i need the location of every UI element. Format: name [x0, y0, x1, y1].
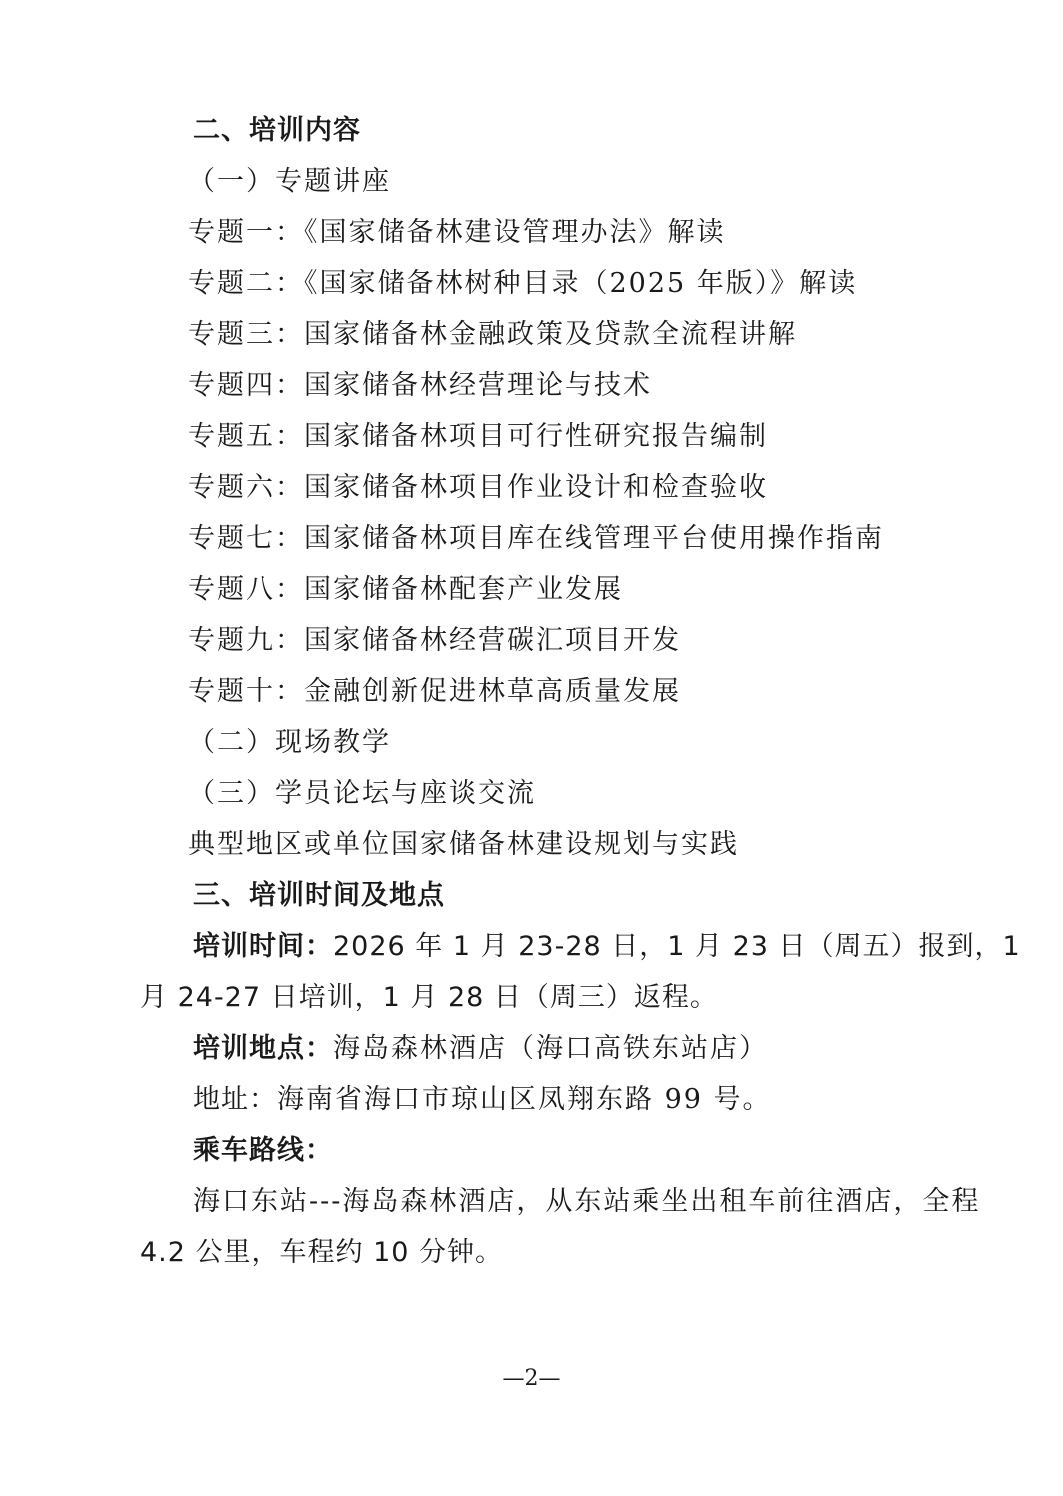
topic-item-4: 专题四：国家储备林经营理论与技术	[188, 370, 652, 401]
training-place-text: 海岛森林酒店（海口高铁东站店）	[333, 1033, 768, 1064]
topic-item-9: 专题九：国家储备林经营碳汇项目开发	[188, 625, 681, 656]
route-label: 乘车路线：	[193, 1135, 333, 1166]
topic-item-6: 专题六：国家储备林项目作业设计和检查验收	[188, 472, 768, 503]
page-number: —2—	[502, 1366, 561, 1391]
training-place-line	[193, 1031, 768, 1067]
route-line-1: 海口东站---海岛森林酒店，从东站乘坐出租车前往酒店，全程	[193, 1186, 981, 1217]
subheading-field-teaching: （二）现场教学	[188, 727, 391, 758]
topic-item-10: 专题十：金融创新促进林草高质量发展	[188, 676, 681, 707]
training-time-text: 2026 年 1 月 23-28 日，1 月 23 日（周五）报到，1	[333, 931, 1021, 962]
topic-item-2: 专题二：《国家储备林树种目录（2025 年版）》解读	[188, 268, 858, 299]
topic-item-8: 专题八：国家储备林配套产业发展	[188, 574, 623, 605]
training-time-label: 培训时间：	[193, 931, 333, 962]
training-time-line-2: 月 24-27 日培训，1 月 28 日（周三）返程。	[140, 982, 718, 1013]
topic-item-5: 专题五：国家储备林项目可行性研究报告编制	[188, 421, 768, 452]
address-line	[193, 1082, 772, 1118]
subheading-lectures: （一）专题讲座	[188, 166, 391, 197]
topic-item-1: 专题一：《国家储备林建设管理办法》解读	[188, 217, 726, 248]
training-time-line-1	[193, 929, 1021, 965]
address-label: 地址：	[193, 1084, 277, 1115]
section-heading-training-content: 二、培训内容	[193, 115, 361, 146]
topic-item-7: 专题七：国家储备林项目库在线管理平台使用操作指南	[188, 523, 884, 554]
route-line-2: 4.2 公里，车程约 10 分钟。	[140, 1237, 504, 1268]
topic-item-3: 专题三：国家储备林金融政策及贷款全流程讲解	[188, 319, 797, 350]
training-place-label: 培训地点：	[193, 1033, 333, 1064]
section-heading-time-place: 三、培训时间及地点	[193, 880, 445, 911]
address-text: 海南省海口市琼山区凤翔东路 99 号。	[277, 1084, 772, 1115]
forum-description: 典型地区或单位国家储备林建设规划与实践	[188, 829, 739, 860]
subheading-forum: （三）学员论坛与座谈交流	[188, 778, 536, 809]
